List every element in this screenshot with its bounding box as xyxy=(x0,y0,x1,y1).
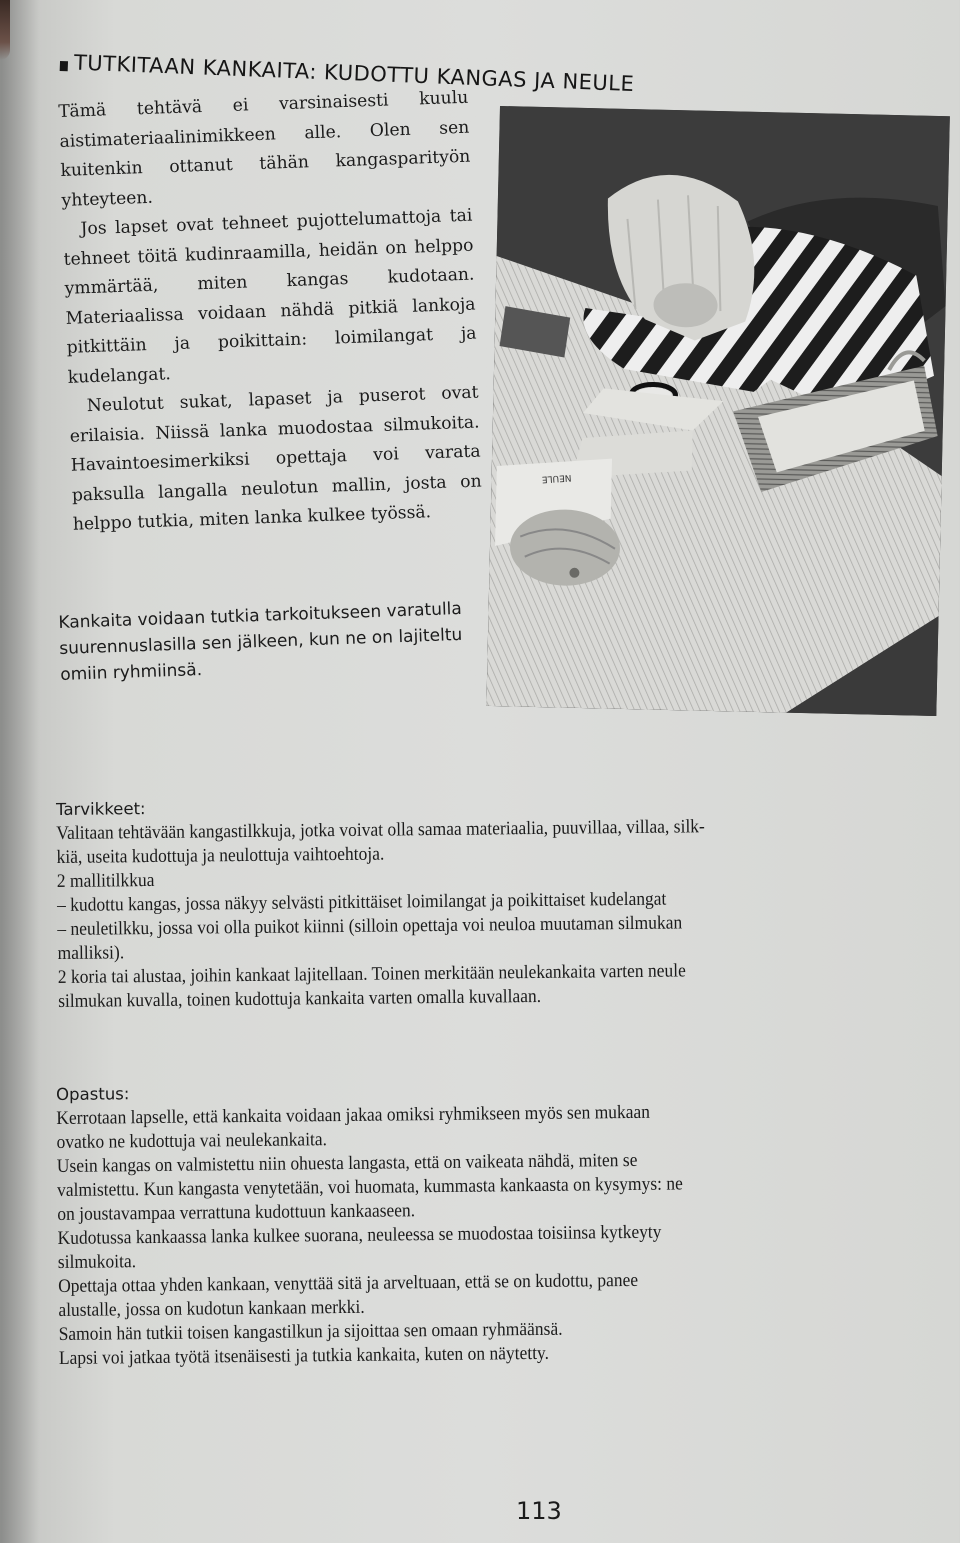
guidance-line: Kudotussa kankaassa lanka kulkee suorana, neuleessa se muodostaa toisiinsa kytkeyty xyxy=(57,1221,662,1249)
guidance-title: Opastus: xyxy=(56,1084,130,1104)
guidance-line: Kerrotaan lapselle, että kankaita voidaan jakaa omiksi ryhmikseen myös sen mukaan xyxy=(56,1101,651,1129)
square-bullet-icon xyxy=(60,61,68,71)
guidance-section xyxy=(56,1073,960,1371)
intro-paragraph: Jos lapset ovat tehneet pujottelumattoja tai tehneet töitä kudinraamilla, heidän on helppo ymmärtää, miten kangas kudotaan. Materiaalissa voidaan nähdä pitkiä lankoja pitkittäin ja poikittain: loimilangat ja kudelangat. xyxy=(63,205,477,388)
supplies-line: 2 koria tai alustaa, joihin kankaat lajitellaan. Toinen merkitään neulekankaita varten neule xyxy=(57,960,686,988)
guidance-line: Lapsi voi jatkaa työtä itsenäisesti ja tutkia kankaita, kuten on näytetty. xyxy=(58,1342,550,1369)
supplies-title: Tarvikkeet: xyxy=(56,799,146,819)
supplies-section xyxy=(56,788,960,1014)
neule-card-label: NEULE xyxy=(541,471,572,484)
guidance-line: silmukoita. xyxy=(57,1251,137,1273)
guidance-line: Samoin hän tutkii toisen kangastilkun ja sijoittaa sen omaan ryhmäänsä. xyxy=(58,1318,563,1345)
supplies-line: malliksi). xyxy=(57,942,125,964)
supplies-line: Valitaan tehtävään kangastilkkuja, jotka voivat olla samaa materiaalia, puuvillaa, villaa, silk- xyxy=(56,816,705,844)
supplies-line: kiä, useita kudottuja ja neulottuja vaihtoehtoja. xyxy=(56,843,385,868)
intro-paragraph: Neulotut sukat, lapaset ja puserot ovat erilaisia. Niissä lanka muodostaa silmukoita. Havaintoesimerkiksi opettaja voi varata paksulla langalla neulotun mallin, josta on helppo tutkia, miten lanka kulkee työssä. xyxy=(69,382,482,535)
guidance-line: ovatko ne kudottuja vai neulekankaita. xyxy=(56,1129,328,1153)
supplies-line: – kudottu kangas, jossa näkyy selvästi pitkittäiset loimilangat ja poikittaiset kudelangat xyxy=(57,888,667,916)
page-number: 113 xyxy=(516,1497,562,1525)
guidance-line: valmistettu. Kun kangasta venytetään, voi huomata, kummasta kankaasta on kysymys: ne xyxy=(57,1173,683,1201)
supplies-line: 2 mallitilkkua xyxy=(56,869,155,892)
guidance-line: Opettaja ottaa yhden kankaan, venyttää sitä ja arveltuaan, että se on kudottu, panee xyxy=(58,1269,639,1297)
magnifier-note xyxy=(58,595,490,688)
book-spine-edge xyxy=(0,0,10,60)
child-with-magnifier-photo xyxy=(486,106,949,716)
photo-illustration xyxy=(486,106,949,716)
intro-text-column xyxy=(58,84,483,541)
heading-text: TUTKITAAN KANKAITA: KUDOTTU KANGAS JA NEULE xyxy=(73,50,635,97)
supplies-line: silmukan kuvalla, toinen kudottuja kankaita varten omalla kuvallaan. xyxy=(58,985,542,1012)
page-gutter-shadow xyxy=(0,0,40,1543)
magnifier-note-text: Kankaita voidaan tutkia tarkoitukseen varatulla suurennuslasilla sen jälkeen, kun ne on lajiteltu omiin ryhmiinsä. xyxy=(58,598,463,685)
guidance-line: on joustavampaa verrattuna kudottuun kankaaseen. xyxy=(57,1200,416,1225)
guidance-line: Usein kangas on valmistettu niin ohuesta langasta, että on vaikeata nähdä, miten se xyxy=(56,1149,638,1177)
guidance-line: alustalle, jossa on kudotun kankaan merkki. xyxy=(58,1296,365,1321)
intro-paragraph: Tämä tehtävä ei varsinaisesti kuulu aistimateriaalinimikkeen alle. Olen sen kuitenkin ottanut tähän kangasparityön yhteyteen. xyxy=(58,87,471,211)
supplies-line: – neuletilkku, jossa voi olla puikot kiinni (silloin opettaja voi neuloa muutaman silmukan xyxy=(57,912,683,940)
